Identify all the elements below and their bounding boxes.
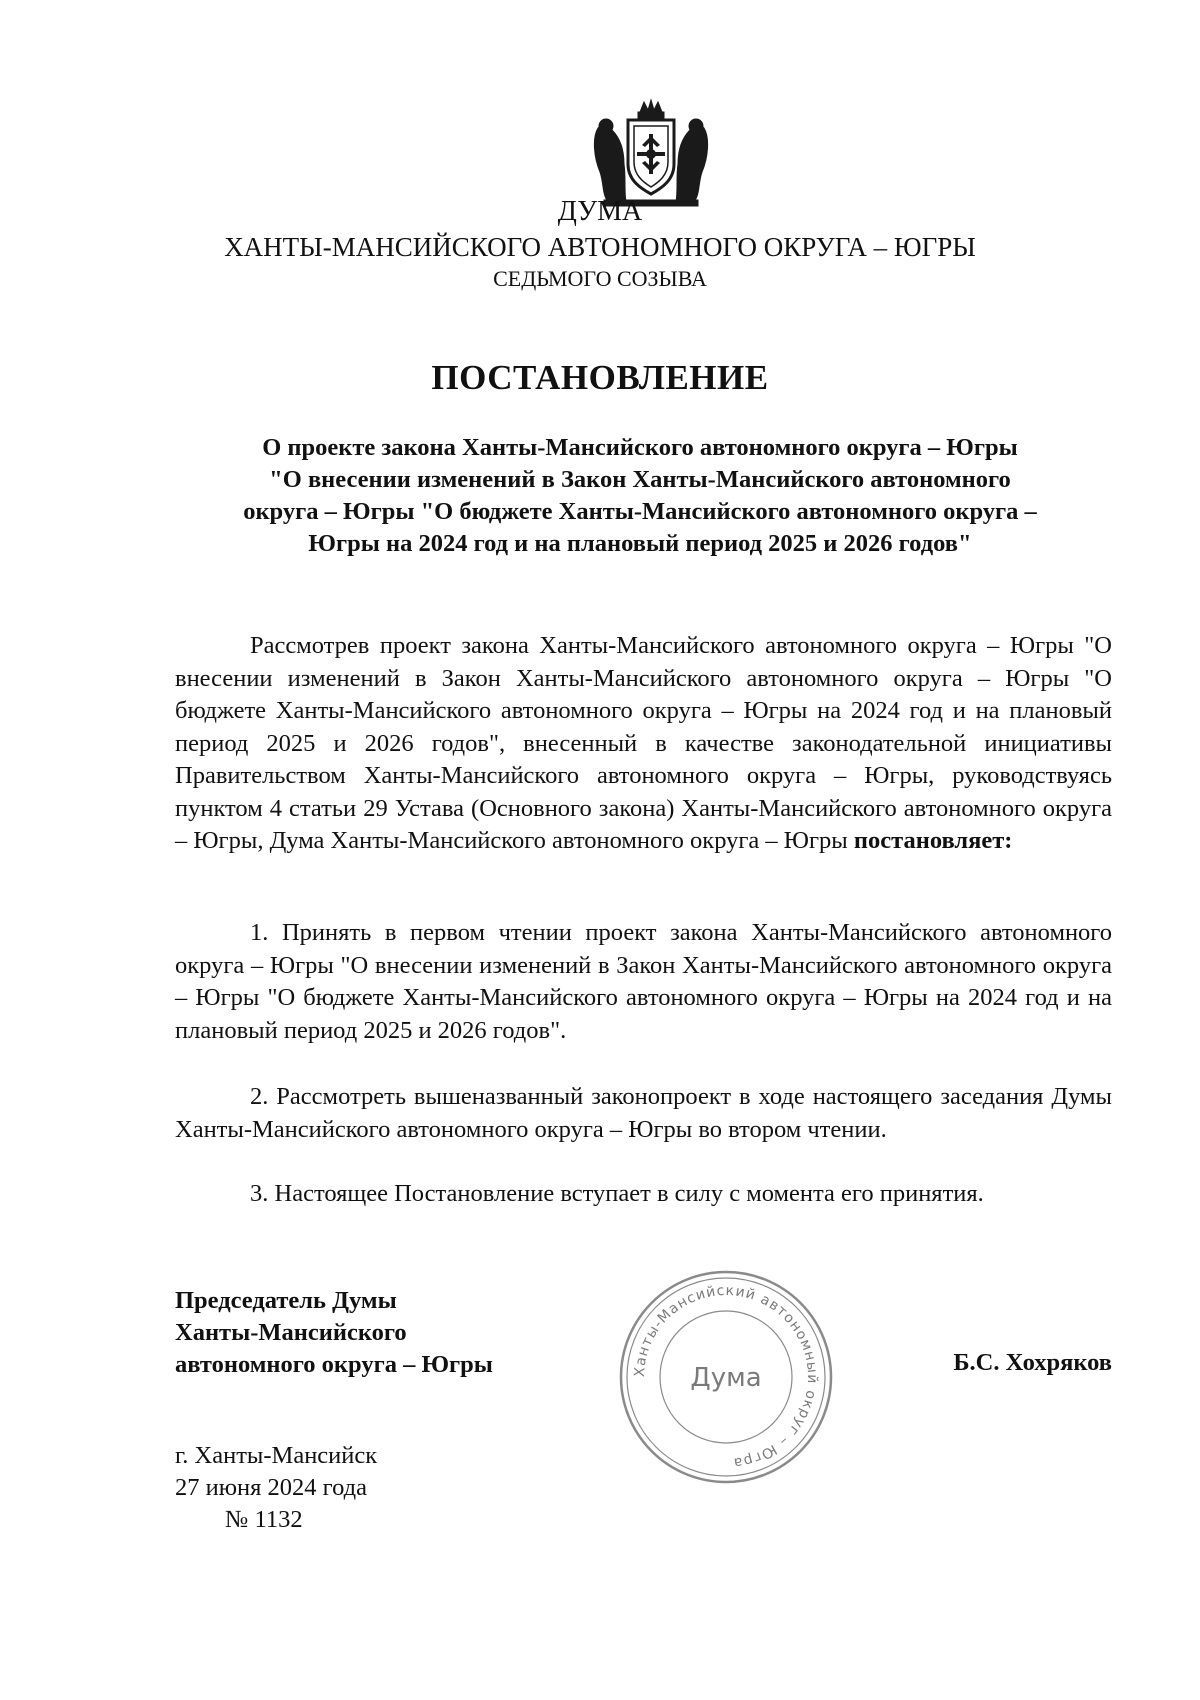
document-subject: [170, 432, 1110, 560]
resolution-item-3: 3. Настоящее Постановление вступает в силу с момента его принятия.: [250, 1180, 984, 1207]
subject-line: округа – Югры "О бюджете Ханты-Мансийского автономного округа –: [243, 498, 1037, 525]
signatory-position-line: Ханты-Мансийского: [175, 1319, 407, 1346]
resolves-word: постановляет:: [853, 827, 1013, 854]
subject-line: О проекте закона Ханты-Мансийского автономного округа – Югры: [262, 434, 1018, 461]
signatory-position-line: автономного округа – Югры: [175, 1351, 493, 1378]
document-type-title: ПОСТАНОВЛЕНИЕ: [431, 358, 769, 397]
convocation: СЕДЬМОГО СОЗЫВА: [493, 266, 707, 291]
seal-center-text: Дума: [690, 1363, 762, 1393]
subject-line: Югры на 2024 год и на плановый период 2025 и 2026 годов": [308, 530, 972, 557]
signatory-position: [175, 1285, 493, 1381]
region-name: ХАНТЫ-МАНСИЙСКОГО АВТОНОМНОГО ОКРУГА – ЮГРЫ: [224, 232, 976, 262]
coat-of-arms-emblem: [590, 98, 712, 210]
document-number: № 1132: [225, 1506, 303, 1533]
signatory-name: Б.С. Хохряков: [953, 1349, 1112, 1376]
org-name: ДУМА: [557, 196, 643, 227]
preamble-text: Рассмотрев проект закона Ханты-Мансийского автономного округа – Югры "О внесении изменений в Закон Ханты-Мансийского автономного округа – Югры "О бюджете Ханты-Мансийского автономного округа – Югры на 2024 год и на плановый период 2025 и 2026 годов", внесенный в качестве законодательной инициативы Правительством Ханты-Мансийского автономного округа – Югры, руководствуясь пунктом 4 статьи 29 Устава (Основного закона) Ханты-Мансийского автономного округа – Югры, Дума Ханты-Мансийского автономного округа – Югры: [175, 632, 1112, 854]
document-footer: [175, 1440, 377, 1536]
official-seal-stamp: [617, 1268, 835, 1486]
resolution-item-1: 1. Принять в первом чтении проект закона Ханты-Мансийского автономного округа – Югры "О внесении изменений в Закон Ханты-Мансийского автономного округа – Югры "О бюджете Ханты-Мансийского автономного округа – Югры на 2024 год и на плановый период 2025 и 2026 годов".: [175, 919, 1112, 1044]
seal-ring-text: Ханты-Мансийский автономный округ – Югра: [631, 1282, 821, 1471]
resolution-item-2: 2. Рассмотреть вышеназванный законопроект в ходе настоящего заседания Думы Ханты-Мансийского автономного округа – Югры во втором чтении.: [175, 1083, 1112, 1143]
issue-city: г. Ханты-Мансийск: [175, 1442, 378, 1469]
subject-line: "О внесении изменений в Закон Ханты-Мансийского автономного: [269, 466, 1011, 493]
preamble-paragraph: [175, 630, 1112, 858]
signatory-position-line: Председатель Думы: [175, 1287, 397, 1314]
issue-date: 27 июня 2024 года: [175, 1474, 367, 1501]
